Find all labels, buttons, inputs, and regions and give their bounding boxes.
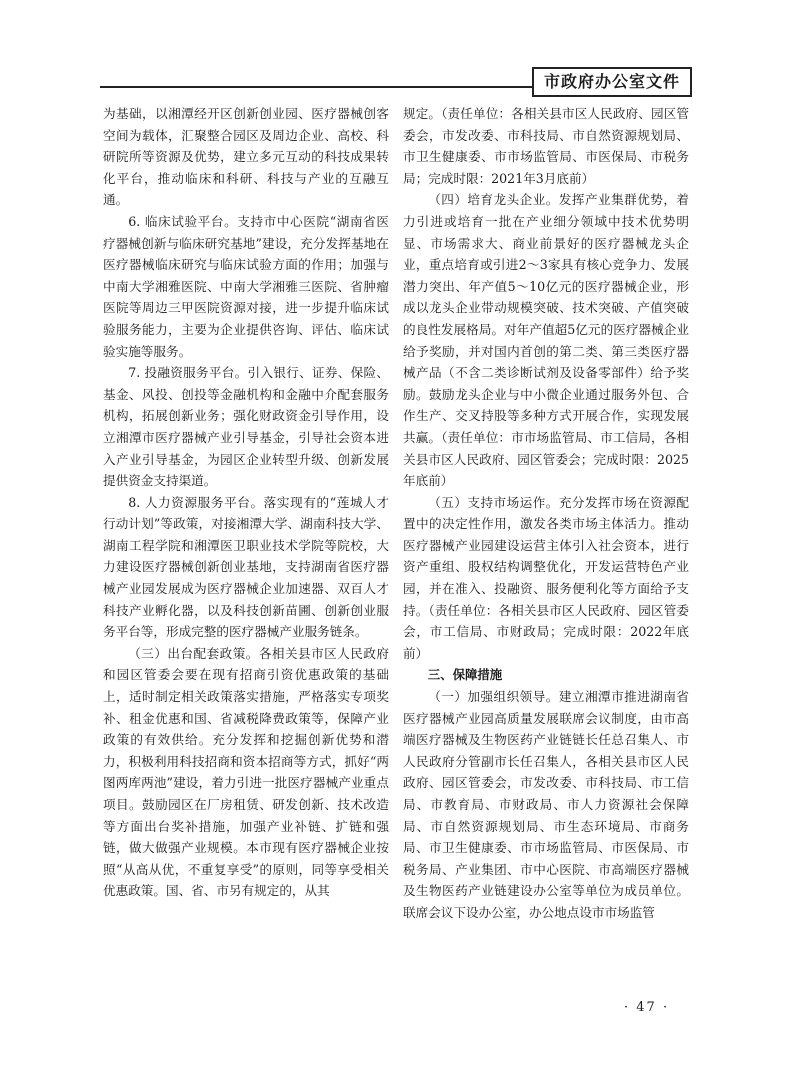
page-number: · 47 · xyxy=(624,1000,670,1015)
paragraph: （五）支持市场运作。充分发挥市场在资源配置中的决定性作用，激发各类市场主体活力。推动医疗器械产业园建设运营主体引入社会资本，进行资产重组、股权结构调整优化，开发运营特色产业园，并在准入、投融资、服务便利化等方面给予支持。（责任单位：各相关县市区人民政府、园区管委会，市工信局、市财政局；完成时限：2022年底前） xyxy=(403,494,689,661)
paragraph: （三）出台配套政策。各相关县市区人民政府和园区管委会要在现有招商引资优惠政策的基础上，适时制定相关政策落实措施，严格落实专项奖补、租金优惠和国、省减税降费政策等，保障产业政策的有效供给。充分发挥和挖掘创新优势和潜力，积极利用科技招商和资本招商等方式，抓好“两图两库两池”建设，着力引进一批医疗器械产业重点项目。鼓励园区在厂房租赁、研发创新、技术改造等方面出台奖补措施，加强产业补链、扩链和强链，做大做强产业规模。本市现有医疗器械企业按照“从高从优，不重复享受”的原则，同等享受相关优惠政策。国、省、市另有规定的，从其 xyxy=(103,645,389,899)
paragraph: 8. 人力资源服务平台。落实现有的“莲城人才行动计划”等政策，对接湘潭大学、湖南科技大学、湖南工程学院和湘潭医卫职业技术学院等院校，大力建设医疗器械创新创业基地，支持湖南省医疗器械产业园发展成为医疗器械企业加速器、双百人才科技产业孵化器，以及科技创新苗圃、创新创业服务平台等，形成完整的医疗器械产业服务链条。 xyxy=(103,494,389,640)
section-header-label: 市政府办公室文件 xyxy=(532,67,692,97)
left-column xyxy=(103,103,389,902)
paragraph: （四）培育龙头企业。发挥产业集群优势，着力引进或培育一批在产业细分领域中技术优势明显、市场需求大、商业前景好的医疗器械龙头企业，重点培育或引进2～3家具有核心竞争力、发展潜力突出、年产值5～10亿元的医疗器械企业，形成以龙头企业带动规模突破、技术突破、产值突破的良性发展格局。对年产值超5亿元的医疗器械企业给予奖励，并对国内首创的第二类、第三类医疗器械产品（不含二类诊断试剂及设备零部件）给予奖励。鼓励龙头企业与中小微企业通过服务外包、合作生产、交叉持股等多种方式开展合作，实现发展共赢。（责任单位：市市场监管局、市工信局，各相关县市区人民政府、园区管委会；完成时限：2025年底前） xyxy=(403,192,689,489)
paragraph: 6. 临床试验平台。支持市中心医院“湖南省医疗器械创新与临床研究基地”建设，充分发挥基地在医疗器械临床研究与临床试验方面的作用；加强与中南大学湘雅医院、中南大学湘雅三医院、省肿瘤医院等周边三甲医院资源对接，进一步提升临床试验服务能力，主要为企业提供咨询、评估、临床试验实施等服务。 xyxy=(103,213,389,359)
paragraph: （一）加强组织领导。建立湘潭市推进湖南省医疗器械产业园高质量发展联席会议制度，由市高端医疗器械及生物医药产业链链长任总召集人、市人民政府分管副市长任召集人，各相关县市区人民政府、园区管委会，市发改委、市科技局、市工信局、市教育局、市财政局、市人力资源社会保障局、市自然资源规划局、市生态环境局、市商务局、市卫生健康委、市市场监管局、市医保局、市税务局、产业集团、市中心医院、市高端医疗器械及生物医药产业链建设办公室等单位为成员单位。联席会议下设办公室，办公地点设市市场监管 xyxy=(403,689,689,920)
paragraph: 7. 投融资服务平台。引入银行、证券、保险、基金、风投、创投等金融机构和金融中介配套服务机构，拓展创新业务；强化财政资金引导作用，设立湘潭市医疗器械产业引导基金，引导社会资本进入产业引导基金，为园区企业转型升级、创新发展提供资金支持渠道。 xyxy=(103,365,389,489)
section-heading: 三、保障措施 xyxy=(427,667,503,683)
paragraph: 为基础，以湘潭经开区创新创业园、医疗器械创客空间为载体，汇聚整合园区及周边企业、高校、科研院所等资源及优势，建立多元互动的科技成果转化平台，推动临床和科研、科技与产业的互融互通。 xyxy=(103,106,389,208)
paragraph: 规定。（责任单位：各相关县市区人民政府、园区管委会，市发改委、市科技局、市自然资源规划局、市卫生健康委、市市场监管局、市医保局、市税务局；完成时限：2021年3月底前） xyxy=(403,106,689,186)
right-column xyxy=(403,103,689,924)
